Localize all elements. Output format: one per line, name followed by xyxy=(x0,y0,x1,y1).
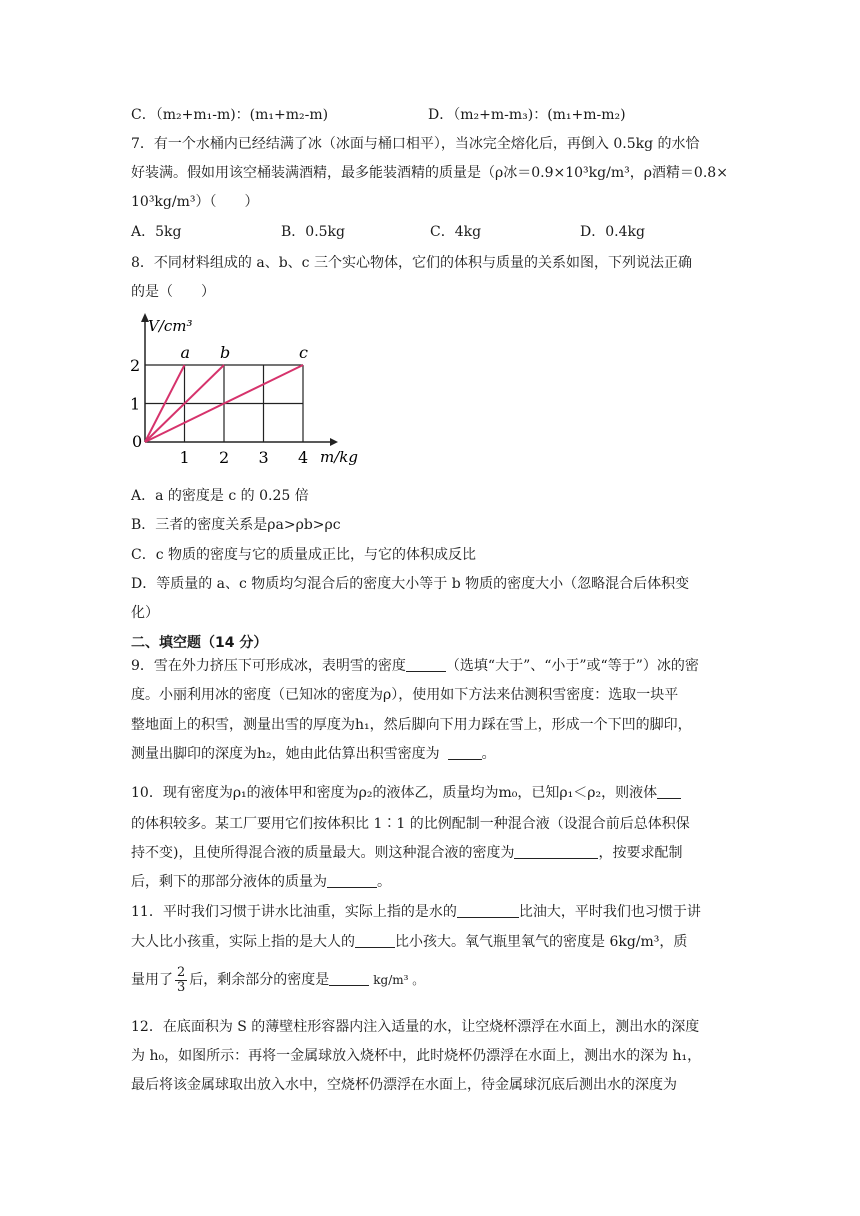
q11-blank-3[interactable] xyxy=(329,971,369,986)
x-tick-label: 3 xyxy=(258,448,269,467)
q11-text-3a: 量用了 xyxy=(131,972,173,988)
y-tick-label: 1 xyxy=(130,394,141,414)
fraction-two-thirds xyxy=(175,966,187,995)
q10-blank-1[interactable] xyxy=(657,784,681,799)
y-axis-label: V/cm³ xyxy=(148,317,193,335)
x-axis-arrow xyxy=(330,438,338,446)
q12-line1: 12．在底面积为 S 的薄壁柱形容器内注入适量的水，让空烧杯漂浮在水面上，测出水的深度 xyxy=(131,1019,700,1035)
q11-text-1b: 比油大，平时我们也习惯于讲 xyxy=(518,904,701,920)
q8-option-b: B．三者的密度关系是ρa>ρb>ρc xyxy=(131,517,341,533)
fraction-numerator: 2 xyxy=(177,964,186,980)
q12-line3: 最后将该金属球取出放入水中，空烧杯仍漂浮在水面上，待金属球沉底后测出水的深度为 xyxy=(131,1077,677,1093)
q7-option-c: C．4kg xyxy=(430,224,482,240)
q8-option-d-line2: 化） xyxy=(131,605,159,621)
q10-text-3a: 持不变)，且使所得混合液的质量最大。则这种混合液的密度为 xyxy=(131,845,515,861)
q7-stem-line3: 10³kg/m³）（ ） xyxy=(131,194,259,210)
q9-line2: 度。小丽利用冰的密度（已知冰的密度为ρ），使用如下方法来估测积雪密度：选取一块平 xyxy=(131,687,679,703)
q10-line2: 的体积较多。某工厂要用它们按体积比 1∶1 的比例配制一种混合液（设混合前后总体积保 xyxy=(131,816,690,832)
q11-text-3c: kg/m³ 。 xyxy=(373,973,425,987)
q9-text-4b: 。 xyxy=(481,746,496,762)
q12-line2: 为 h₀，如图所示：再将一金属球放入烧杯中，此时烧杯仍漂浮在水面上，测出水的深为 h₁， xyxy=(131,1048,702,1064)
q11-blank-2[interactable] xyxy=(355,933,395,948)
q11-text-3b: 后，剩余部分的密度是 xyxy=(189,972,330,988)
q9-blank-2[interactable] xyxy=(448,745,482,760)
q10-text-3b: ，按要求配制 xyxy=(598,845,683,861)
q7-option-b: B．0.5kg xyxy=(281,224,345,240)
q8-stem-line1: 8．不同材料组成的 a、b、c 三个实心物体，它们的体积与质量的关系如图，下列说法正确 xyxy=(131,255,692,271)
series-label-c: c xyxy=(299,343,308,362)
q10-line4 xyxy=(131,872,391,892)
chart-labels xyxy=(130,317,358,467)
x-tick-label: 2 xyxy=(219,448,230,467)
q10-text-1a: 10．现有密度为ρ₁的液体甲和密度为ρ₂的液体乙，质量均为m₀，已知ρ₁＜ρ₂，则液体 xyxy=(131,785,658,801)
x-tick-label: 4 xyxy=(298,448,309,467)
q11-text-2b: 比小孩大。氧气瓶里氧气的密度是 6kg/m³，质 xyxy=(395,934,688,950)
q8-stem-line2: 的是（ ） xyxy=(131,284,215,300)
q9-text-4a: 测量出脚印的深度为h₂，她由此估算出积雪密度为 xyxy=(131,746,440,762)
q9-text-1b: （选填“大于”、“小于”或“等于”）冰的密 xyxy=(445,658,699,674)
q9-line4 xyxy=(131,744,496,764)
x-axis-label: m/kg xyxy=(320,448,358,466)
q7-option-d: D．0.4kg xyxy=(580,224,645,240)
q8-option-c: C．c 物质的密度与它的质量成正比，与它的体积成反比 xyxy=(131,547,477,563)
q11-text-1a: 11．平时我们习惯于讲水比油重，实际上指的是水的 xyxy=(131,904,457,920)
q8-option-a: A．a 的密度是 c 的 0.25 倍 xyxy=(131,488,309,504)
q7-stem-line1: 7．有一个水桶内已经结满了冰（冰面与桶口相平），当冰完全熔化后，再倒入 0.5kg 的水恰 xyxy=(131,136,700,152)
series-label-b: b xyxy=(220,343,231,362)
x-tick-label: 1 xyxy=(179,448,190,467)
volume-mass-graph xyxy=(128,310,368,475)
q7-stem-line2: 好装满。假如用该空桶装满酒精，最多能装酒精的质量是（ρ冰＝0.9×10³kg/m³，ρ酒精＝0.8× xyxy=(131,165,728,181)
q7-option-a: A．5kg xyxy=(131,224,182,240)
q10-line3 xyxy=(131,843,682,863)
y-tick-label: 2 xyxy=(130,356,141,375)
fraction-denominator: 3 xyxy=(177,979,186,995)
q6-option-c: C．（m₂+m₁-m)：(m₁+m₂-m) xyxy=(131,107,329,123)
q9-blank-1[interactable] xyxy=(406,657,446,672)
q11-line2 xyxy=(131,932,687,952)
series-label-a: a xyxy=(180,343,191,362)
q11-text-2a: 大人比小孩重，实际上指的是大人的 xyxy=(131,934,355,950)
q8-option-d-line1: D．等质量的 a、c 物质均匀混合后的密度大小等于 b 物质的密度大小（忽略混合后体积变 xyxy=(131,576,690,592)
q9-line3: 整地面上的积雪，测量出雪的厚度为h₁，然后脚向下用力踩在雪上，形成一个下凹的脚印， xyxy=(131,717,692,733)
q9-text-1a: 9．雪在外力挤压下可形成冰，表明雪的密度 xyxy=(131,658,406,674)
q6-option-d: D．（m₂+m-m₃)：(m₁+m-m₂) xyxy=(428,107,626,123)
q10-text-4b: 。 xyxy=(377,874,391,890)
q10-text-4a: 后，剩下的那部分液体的质量为 xyxy=(131,874,327,890)
q10-blank-3[interactable] xyxy=(327,873,377,888)
q10-blank-2[interactable] xyxy=(514,844,598,859)
section-title-fill-in: 二、填空题（14 分） xyxy=(131,635,268,651)
q11-line3 xyxy=(131,962,424,998)
q10-line1 xyxy=(131,783,681,803)
q11-line1 xyxy=(131,902,701,922)
q9-line1 xyxy=(131,656,699,676)
x-tick-label: 0 xyxy=(132,432,143,451)
q11-blank-1[interactable] xyxy=(457,903,519,918)
